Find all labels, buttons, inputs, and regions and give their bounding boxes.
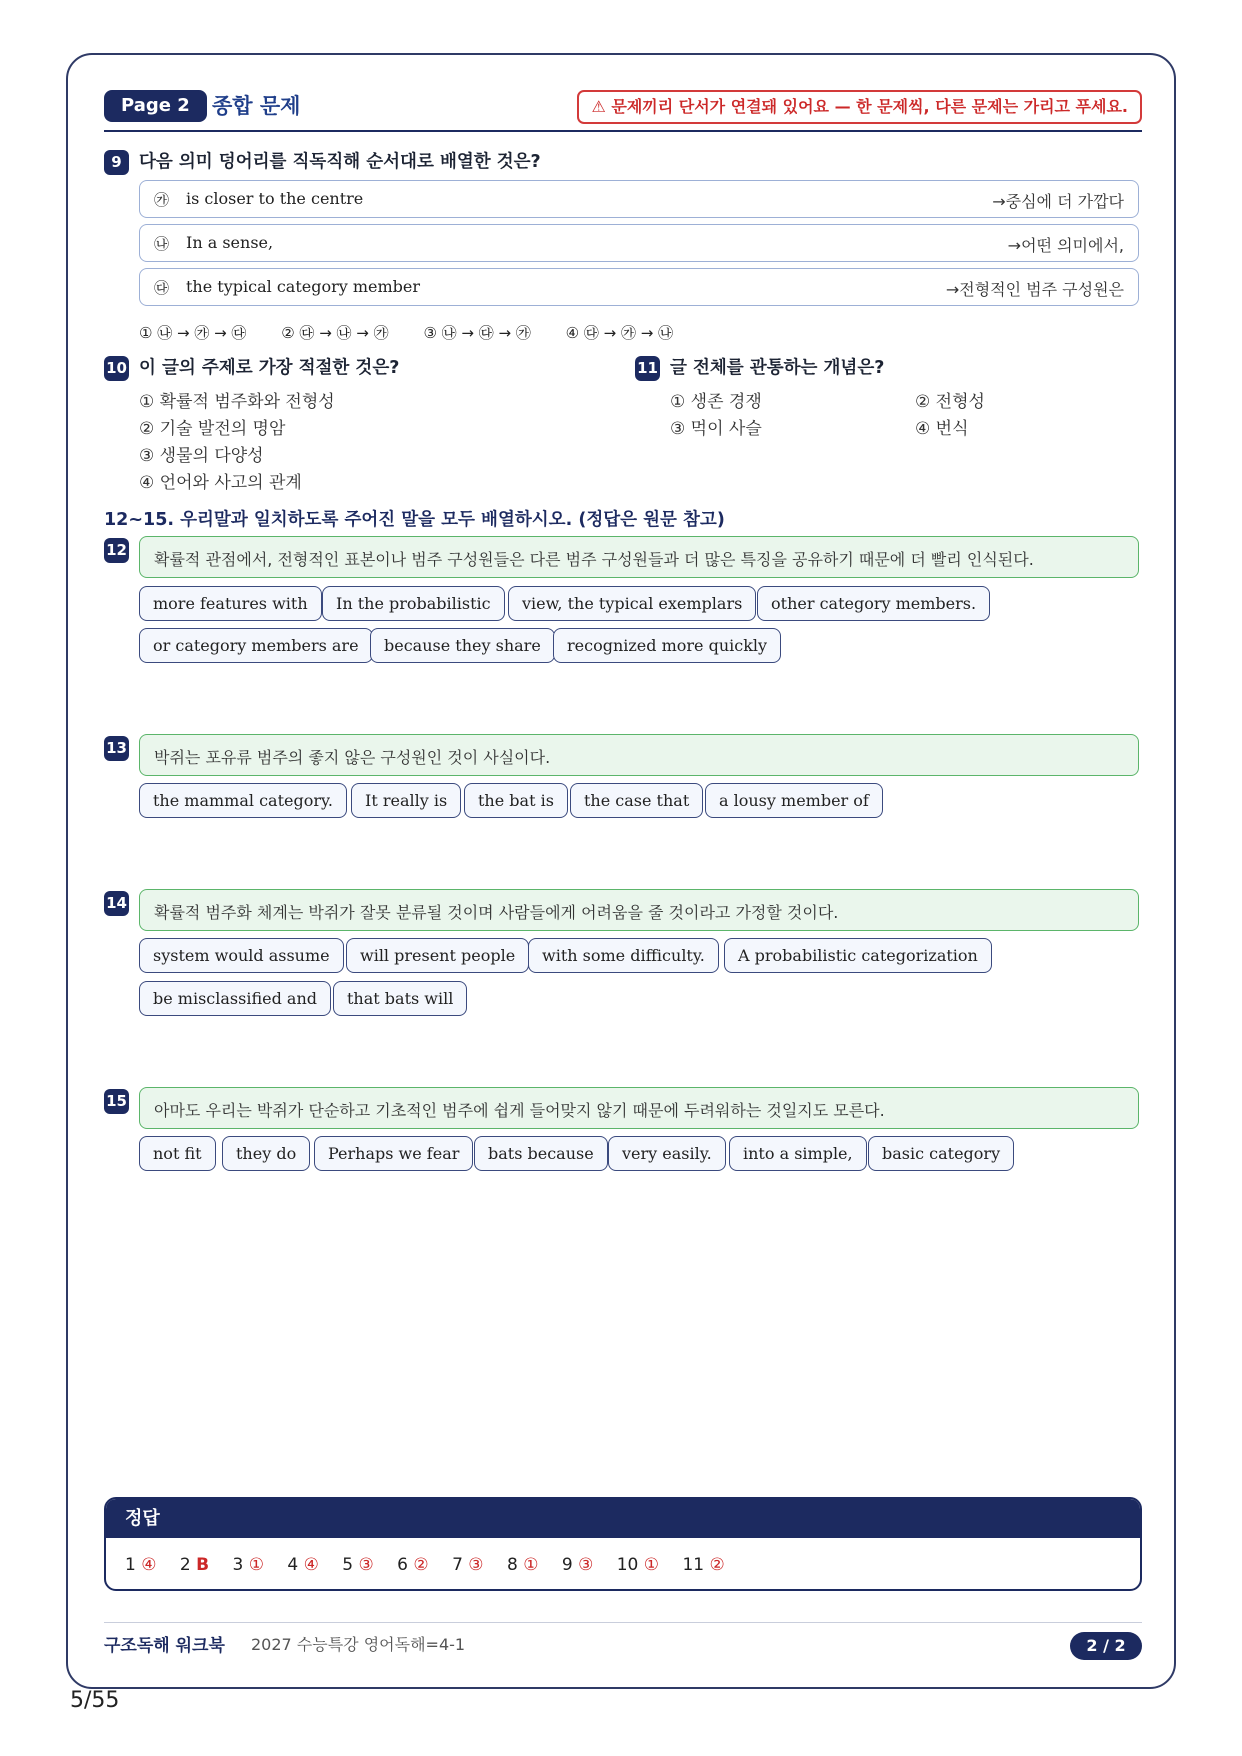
chunk-english: the typical category member bbox=[186, 277, 421, 296]
question-text: 다음 의미 덩어리를 직독직해 순서대로 배열한 것은? bbox=[139, 152, 541, 172]
page-header bbox=[104, 90, 1142, 132]
option[interactable]: ④ 언어와 사고의 관계 bbox=[139, 473, 302, 493]
question-number: 12 bbox=[104, 538, 129, 563]
word-chip[interactable]: be misclassified and bbox=[139, 981, 331, 1016]
korean-text: 박쥐는 포유류 범주의 좋지 않은 구성원인 것이 사실이다. bbox=[154, 748, 551, 767]
chunk-korean: →중심에 더 가깝다 bbox=[992, 192, 1124, 211]
option[interactable]: ① 확률적 범주화와 전형성 bbox=[139, 392, 335, 412]
answer-key-header bbox=[106, 1499, 1140, 1538]
answer-item: 6 ② bbox=[397, 1555, 429, 1575]
answer-item: 8 ① bbox=[506, 1555, 539, 1575]
word-chip[interactable]: the case that bbox=[570, 783, 703, 818]
option[interactable]: ② 전형성 bbox=[915, 392, 985, 412]
question-number: 10 bbox=[104, 356, 129, 381]
option[interactable]: ③ 생물의 다양성 bbox=[139, 446, 264, 466]
chunk-marker: ㉮ bbox=[154, 191, 170, 209]
meaning-chunk bbox=[139, 180, 1139, 218]
option[interactable]: ③ ㉯ → ㉰ → ㉮ bbox=[423, 324, 531, 342]
option[interactable]: ② ㉰ → ㉯ → ㉮ bbox=[281, 324, 389, 342]
option[interactable]: ② 기술 발전의 명암 bbox=[139, 419, 286, 439]
word-chip[interactable]: will present people bbox=[346, 938, 529, 973]
footer-subtitle: 2027 수능특강 영어독해=4-1 bbox=[251, 1635, 466, 1654]
word-chip[interactable]: because they share bbox=[370, 628, 555, 663]
word-chip[interactable]: basic category bbox=[868, 1136, 1014, 1171]
chunk-english: is closer to the centre bbox=[186, 189, 364, 208]
page-indicator: 5/55 bbox=[70, 1688, 120, 1713]
answer-item: 3 ① bbox=[232, 1555, 264, 1575]
option[interactable]: ④ ㉰ → ㉮ → ㉯ bbox=[565, 324, 674, 342]
word-chip[interactable]: into a simple, bbox=[729, 1136, 867, 1171]
korean-sentence bbox=[139, 536, 1139, 578]
question-number: 13 bbox=[104, 736, 129, 761]
chunk-english: In a sense, bbox=[186, 233, 274, 252]
answer-item: 7 ③ bbox=[452, 1555, 484, 1575]
word-chip[interactable]: they do bbox=[222, 1136, 310, 1171]
warning-banner: ⚠ 문제끼리 단서가 연결돼 있어요 — 한 문제씩, 다른 문제는 가리고 푸세요. bbox=[577, 90, 1142, 124]
answer-key-title: 정답 bbox=[125, 1508, 160, 1529]
word-chip[interactable]: the bat is bbox=[464, 783, 568, 818]
page-badge: Page 2 bbox=[104, 90, 207, 122]
word-chip[interactable]: It really is bbox=[351, 783, 461, 818]
answer-item: 9 ③ bbox=[561, 1555, 594, 1575]
word-chip[interactable]: the mammal category. bbox=[139, 783, 347, 818]
word-chip[interactable]: other category members. bbox=[757, 586, 990, 621]
word-chip[interactable]: with some difficulty. bbox=[528, 938, 719, 973]
footer-title: 구조독해 워크북 bbox=[104, 1636, 225, 1656]
word-chip[interactable]: more features with bbox=[139, 586, 322, 621]
answer-item: 2 B bbox=[179, 1555, 210, 1575]
option[interactable]: ① 생존 경쟁 bbox=[670, 392, 762, 412]
question-number: 9 bbox=[104, 150, 129, 175]
korean-sentence bbox=[139, 889, 1139, 931]
word-chip[interactable]: bats because bbox=[474, 1136, 608, 1171]
question-text: 이 글의 주제로 가장 적절한 것은? bbox=[139, 358, 400, 378]
meaning-chunk bbox=[139, 268, 1139, 306]
chunk-korean: →어떤 의미에서, bbox=[1007, 236, 1124, 255]
word-chip[interactable]: very easily. bbox=[608, 1136, 726, 1171]
word-chip[interactable]: In the probabilistic bbox=[322, 586, 505, 621]
korean-text: 아마도 우리는 박쥐가 단순하고 기초적인 범주에 쉽게 들어맞지 않기 때문에 두려워하는 것일지도 모른다. bbox=[154, 1101, 885, 1120]
word-chip[interactable]: A probabilistic categorization bbox=[724, 938, 992, 973]
option[interactable]: ① ㉯ → ㉮ → ㉰ bbox=[139, 324, 247, 342]
question-text: 글 전체를 관통하는 개념은? bbox=[670, 358, 885, 378]
word-chip[interactable]: not fit bbox=[139, 1136, 216, 1171]
word-chip[interactable]: that bats will bbox=[333, 981, 467, 1016]
word-chip[interactable]: view, the typical exemplars bbox=[508, 586, 756, 621]
answer-item: 11 ② bbox=[682, 1555, 725, 1575]
answer-options bbox=[139, 322, 703, 343]
meaning-chunk bbox=[139, 224, 1139, 262]
answer-item: 4 ④ bbox=[287, 1555, 319, 1575]
word-chip[interactable]: system would assume bbox=[139, 938, 344, 973]
question-number: 11 bbox=[635, 356, 660, 381]
chunk-marker: ㉯ bbox=[154, 235, 170, 253]
footer-divider bbox=[104, 1622, 1142, 1623]
word-chip[interactable]: or category members are bbox=[139, 628, 373, 663]
answer-list bbox=[125, 1555, 743, 1575]
question-number: 15 bbox=[104, 1089, 129, 1114]
word-chip[interactable]: Perhaps we fear bbox=[314, 1136, 473, 1171]
word-chip[interactable]: recognized more quickly bbox=[553, 628, 781, 663]
chunk-korean: →전형적인 범주 구성원은 bbox=[945, 280, 1124, 299]
answer-item: 10 ① bbox=[616, 1555, 660, 1575]
korean-sentence bbox=[139, 734, 1139, 776]
korean-sentence bbox=[139, 1087, 1139, 1129]
answer-item: 1 ④ bbox=[125, 1555, 157, 1575]
option[interactable]: ③ 먹이 사슬 bbox=[670, 419, 762, 439]
option[interactable]: ④ 번식 bbox=[915, 419, 969, 439]
word-chip[interactable]: a lousy member of bbox=[705, 783, 883, 818]
question-number: 14 bbox=[104, 891, 129, 916]
section-title: 12~15. 우리말과 일치하도록 주어진 말을 모두 배열하시오. (정답은 원문 참고) bbox=[104, 510, 725, 530]
chunk-marker: ㉰ bbox=[154, 279, 170, 297]
answer-item: 5 ③ bbox=[342, 1555, 374, 1575]
korean-text: 확률적 관점에서, 전형적인 표본이나 범주 구성원들은 다른 범주 구성원들과 더 많은 특징을 공유하기 때문에 더 빨리 인식된다. bbox=[154, 550, 1034, 569]
korean-text: 확률적 범주화 체계는 박쥐가 잘못 분류될 것이며 사람들에게 어려움을 줄 것이라고 가정할 것이다. bbox=[154, 903, 839, 922]
footer-page-badge: 2 / 2 bbox=[1070, 1632, 1142, 1660]
answer-key bbox=[104, 1497, 1142, 1591]
page-title: 종합 문제 bbox=[212, 94, 301, 118]
